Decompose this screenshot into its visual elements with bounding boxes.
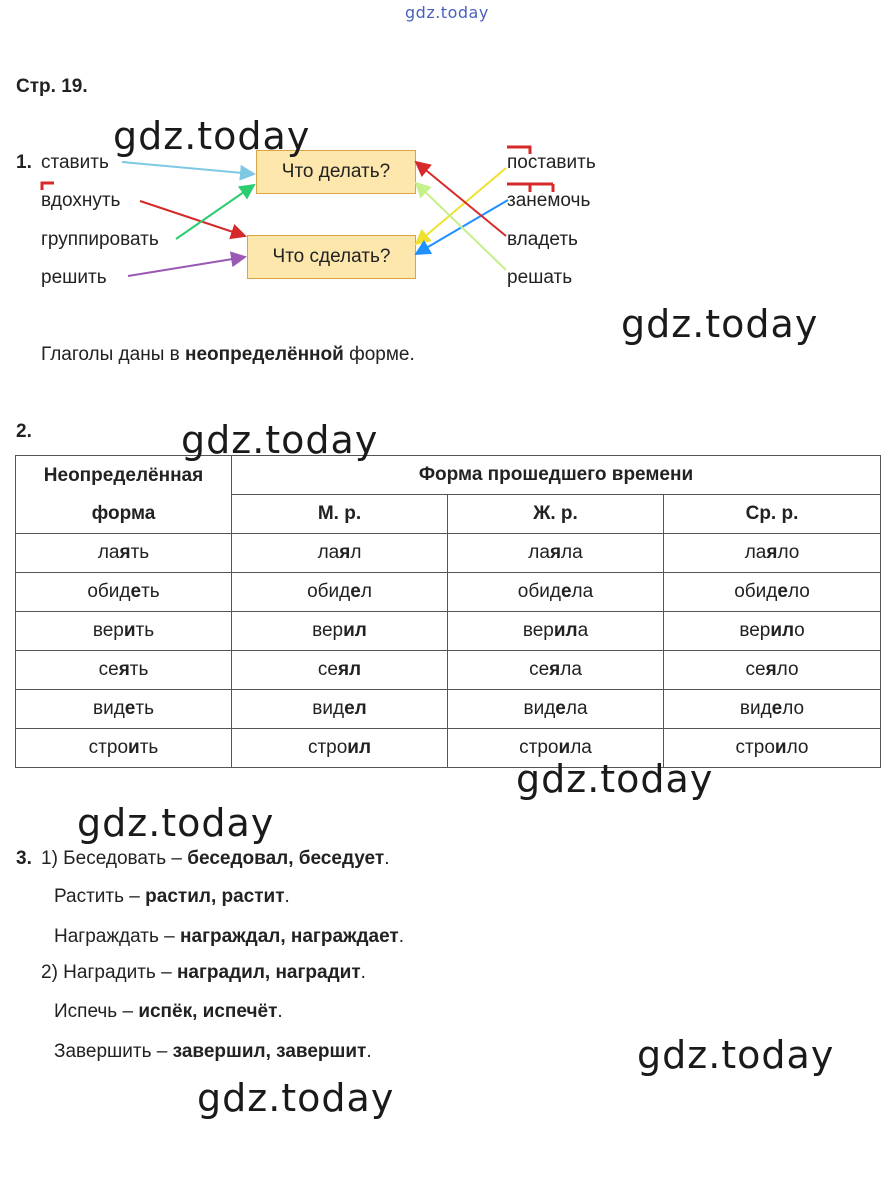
cell-m (232, 690, 448, 729)
cell-highlight: е (777, 581, 788, 602)
header-infinitive-line1: Неопределённая (43, 464, 204, 486)
cell-highlight: я (118, 659, 130, 680)
right-word-vladet: владеть (507, 229, 578, 250)
cell-stem: ла (317, 542, 340, 563)
cell-highlight: я (766, 542, 778, 563)
cell-stem: се (529, 659, 550, 680)
ex3-line-5-suffix: . (277, 1001, 283, 1022)
ex3-line-3-prefix: Награждать – (54, 926, 181, 947)
cell-stem: вер (312, 620, 344, 641)
cell-ending: ло (786, 737, 809, 758)
ex3-line-2-suffix: . (284, 886, 290, 907)
ex3-line-6-suffix: . (366, 1041, 372, 1062)
cell-n (664, 612, 881, 651)
table-row (16, 612, 881, 651)
cell-stem: вер (522, 620, 554, 641)
page-label: Стр. 19. (16, 76, 88, 97)
arrow-postavit (416, 168, 506, 244)
ex3-line-2-prefix: Растить – (54, 886, 146, 907)
header-past: Форма прошедшего времени (232, 456, 881, 495)
top-watermark: gdz.today (405, 3, 489, 22)
cell-f (448, 573, 664, 612)
cell-inf (16, 573, 232, 612)
cell-stem: обид (734, 581, 778, 602)
cell-highlight: ил (347, 737, 372, 758)
cell-ending: л (360, 581, 372, 602)
cell-f (448, 690, 664, 729)
ex3-line-6-prefix: Завершить – (54, 1041, 173, 1062)
header-f: Ж. р. (448, 495, 664, 534)
ex1-number: 1. (16, 152, 32, 173)
ex3-line-6-answer: завершил, завершит (172, 1041, 367, 1062)
cell-ending: ла (561, 542, 583, 563)
cell-ending: о (794, 620, 805, 641)
ex1-conclusion (41, 344, 415, 366)
cell-m (232, 573, 448, 612)
cell-ending: ла (570, 737, 592, 758)
cell-stem: обид (307, 581, 351, 602)
cell-ending: ть (141, 581, 160, 602)
prefix-mark-zanemoch (507, 184, 553, 192)
ex3-line-3-answer: награждал, награждает (180, 926, 399, 947)
cell-stem: вид (93, 698, 125, 719)
cell-stem: обид (517, 581, 561, 602)
cell-ending: а (577, 620, 589, 641)
left-word-vdokhnut: вдохнуть (41, 190, 121, 211)
arrow-stavit (122, 162, 254, 174)
cell-ending: ло (782, 698, 805, 719)
ex3-line-1 (41, 848, 389, 870)
ex3-line-1-prefix: 1) Беседовать – (41, 848, 188, 869)
right-word-postavit: поставить (507, 152, 596, 173)
cell-highlight: ил (553, 620, 578, 641)
box-chto-delat-label: Что делать? (281, 161, 391, 182)
conclusion-text-1: Глаголы даны в (41, 344, 186, 365)
cell-highlight: е (130, 581, 142, 602)
arrows-layer (0, 0, 894, 320)
ex3-line-5-answer: испёк, испечёт (138, 1001, 278, 1022)
cell-f (448, 651, 664, 690)
watermark-1: gdz.today (113, 114, 311, 158)
header-infinitive-line2: форма (91, 502, 156, 524)
cell-m (232, 651, 448, 690)
cell-f (448, 534, 664, 573)
cell-inf (16, 651, 232, 690)
cell-stem: вид (312, 698, 345, 719)
left-word-stavit: ставить (41, 152, 109, 173)
table-row (16, 534, 881, 573)
cell-highlight: ил (770, 620, 795, 641)
cell-inf (16, 612, 232, 651)
cell-ending: ла (560, 659, 582, 680)
cell-highlight: я (119, 542, 131, 563)
cell-highlight: ял (337, 659, 362, 680)
cell-n (664, 573, 881, 612)
conclusion-text-2: форме. (343, 344, 415, 365)
cell-stem: се (745, 659, 766, 680)
watermark-4: gdz.today (516, 757, 714, 801)
prefix-mark-vdokhnut (42, 183, 54, 190)
arrow-reshat (416, 183, 506, 270)
watermark-2: gdz.today (621, 302, 819, 346)
cell-inf (16, 690, 232, 729)
arrow-gruppirovat (176, 185, 254, 239)
cell-highlight: е (555, 698, 566, 719)
arrow-reshit (128, 257, 245, 276)
cell-highlight: я (765, 659, 777, 680)
ex3-line-5-prefix: Испечь – (54, 1001, 139, 1022)
ex2-number: 2. (16, 421, 32, 442)
cell-n (664, 534, 881, 573)
arrow-vladet (416, 162, 506, 236)
cell-highlight: е (350, 581, 361, 602)
cell-highlight: е (124, 698, 136, 719)
cell-stem: се (317, 659, 338, 680)
cell-stem: обид (87, 581, 131, 602)
header-n: Ср. р. (664, 495, 881, 534)
watermark-7: gdz.today (197, 1076, 395, 1120)
conclusion-bold: неопределённой (185, 344, 344, 365)
cell-stem: ла (97, 542, 120, 563)
ex3-line-6 (54, 1041, 372, 1063)
ex3-line-1-suffix: . (384, 848, 390, 869)
cell-ending: ть (129, 659, 149, 680)
ex3-line-5 (54, 1001, 283, 1023)
ex3-line-2 (54, 886, 290, 908)
verb-table (15, 455, 881, 768)
cell-ending: ла (571, 581, 594, 602)
cell-stem: вер (739, 620, 771, 641)
table-row (16, 729, 881, 768)
cell-ending: л (350, 542, 362, 563)
cell-inf (16, 534, 232, 573)
cell-highlight: ил (343, 620, 367, 641)
cell-ending: ла (565, 698, 588, 719)
table-row (16, 651, 881, 690)
ex3-line-2-answer: растил, растит (145, 886, 285, 907)
cell-stem: се (98, 659, 119, 680)
cell-highlight: ел (344, 698, 367, 719)
cell-m (232, 612, 448, 651)
ex3-number: 3. (16, 848, 32, 869)
ex3-line-4-answer: наградил, наградит (176, 962, 361, 983)
prefix-mark-postavit (507, 147, 530, 154)
cell-stem: стро (735, 737, 775, 758)
cell-highlight: я (339, 542, 351, 563)
cell-stem: ла (744, 542, 767, 563)
cell-ending: ло (777, 542, 800, 563)
cell-ending: ть (130, 542, 150, 563)
ex3-line-1-answer: беседовал, беседует (187, 848, 385, 869)
cell-highlight: я (549, 659, 561, 680)
right-word-zanemoch: занемочь (507, 190, 591, 211)
cell-stem: вид (523, 698, 556, 719)
header-infinitive (16, 456, 232, 534)
cell-highlight: и (123, 620, 136, 641)
cell-stem: ла (528, 542, 550, 563)
cell-ending: ть (135, 620, 155, 641)
box-chto-sdelat-label: Что сделать? (272, 246, 391, 267)
cell-n (664, 651, 881, 690)
cell-stem: стро (307, 737, 348, 758)
cell-ending: ло (776, 659, 799, 680)
watermark-5: gdz.today (77, 801, 275, 845)
cell-ending: ло (787, 581, 810, 602)
ex3-line-3 (54, 926, 404, 948)
left-word-gruppirovat: группировать (41, 229, 159, 250)
cell-stem: вер (92, 620, 124, 641)
cell-inf (16, 729, 232, 768)
cell-stem: вид (739, 698, 772, 719)
ex3-line-4 (41, 962, 366, 984)
cell-highlight: е (560, 581, 572, 602)
cell-highlight: и (774, 737, 787, 758)
right-word-reshat: решать (507, 267, 573, 288)
cell-ending: ть (135, 698, 154, 719)
cell-n (664, 690, 881, 729)
watermark-3: gdz.today (181, 418, 379, 462)
table-row (16, 690, 881, 729)
arrow-vdokhnut (140, 201, 245, 236)
ex3-line-3-suffix: . (398, 926, 405, 947)
cell-f (448, 612, 664, 651)
ex3-line-4-suffix: . (360, 962, 366, 983)
cell-m (232, 729, 448, 768)
watermark-6: gdz.today (637, 1033, 835, 1077)
ex3-line-4-prefix: 2) Наградить – (41, 962, 177, 983)
cell-highlight: е (771, 698, 783, 719)
cell-highlight: и (558, 737, 571, 758)
cell-highlight: я (549, 542, 562, 563)
cell-ending: ть (139, 737, 159, 758)
header-m: М. р. (232, 495, 448, 534)
table-row (16, 573, 881, 612)
left-word-reshit: решить (41, 267, 107, 288)
cell-stem: стро (519, 737, 559, 758)
cell-highlight: и (128, 737, 140, 758)
cell-m (232, 534, 448, 573)
cell-stem: стро (88, 737, 129, 758)
